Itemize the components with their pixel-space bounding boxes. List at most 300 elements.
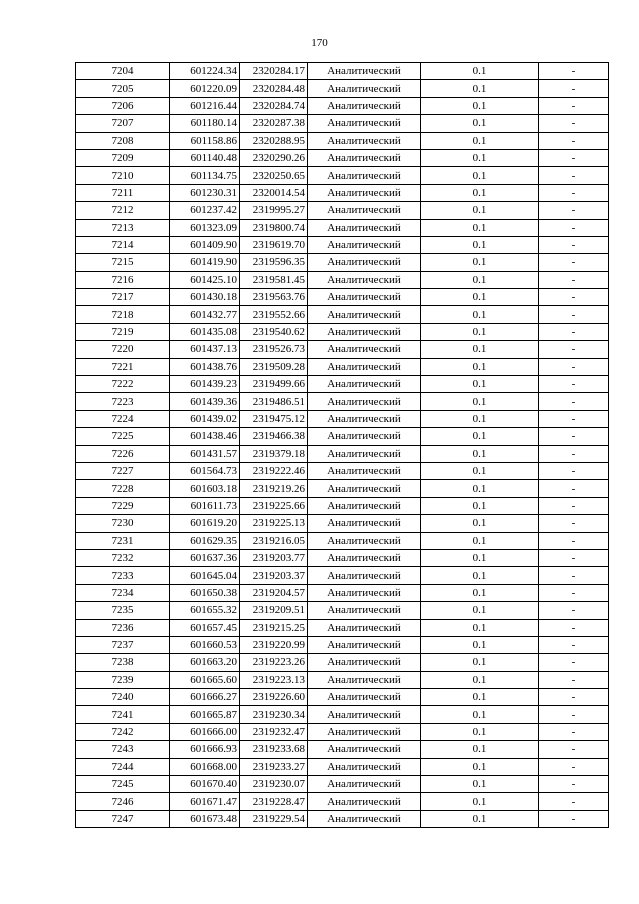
note-cell: -	[539, 410, 609, 427]
note-cell: -	[539, 219, 609, 236]
y-coordinate-cell: 2320288.95	[240, 132, 308, 149]
note-cell: -	[539, 462, 609, 479]
note-cell: -	[539, 480, 609, 497]
method-cell: Аналитический	[308, 636, 421, 653]
accuracy-cell: 0.1	[421, 689, 539, 706]
method-cell: Аналитический	[308, 619, 421, 636]
note-cell: -	[539, 254, 609, 271]
y-coordinate-cell: 2319203.77	[240, 549, 308, 566]
y-coordinate-cell: 2319466.38	[240, 428, 308, 445]
note-cell: -	[539, 515, 609, 532]
note-cell: -	[539, 497, 609, 514]
x-coordinate-cell: 601629.35	[170, 532, 240, 549]
point-number-cell: 7242	[76, 723, 170, 740]
table-row	[76, 706, 609, 723]
accuracy-cell: 0.1	[421, 532, 539, 549]
y-coordinate-cell: 2319619.70	[240, 236, 308, 253]
y-coordinate-cell: 2319509.28	[240, 358, 308, 375]
y-coordinate-cell: 2320284.48	[240, 80, 308, 97]
note-cell: -	[539, 445, 609, 462]
accuracy-cell: 0.1	[421, 706, 539, 723]
point-number-cell: 7233	[76, 567, 170, 584]
accuracy-cell: 0.1	[421, 810, 539, 827]
note-cell: -	[539, 567, 609, 584]
method-cell: Аналитический	[308, 410, 421, 427]
table-row	[76, 636, 609, 653]
y-coordinate-cell: 2320284.17	[240, 63, 308, 80]
x-coordinate-cell: 601637.36	[170, 549, 240, 566]
point-number-cell: 7209	[76, 149, 170, 166]
y-coordinate-cell: 2319486.51	[240, 393, 308, 410]
note-cell: -	[539, 115, 609, 132]
method-cell: Аналитический	[308, 428, 421, 445]
note-cell: -	[539, 271, 609, 288]
x-coordinate-cell: 601655.32	[170, 602, 240, 619]
point-number-cell: 7244	[76, 758, 170, 775]
point-number-cell: 7230	[76, 515, 170, 532]
y-coordinate-cell: 2319540.62	[240, 323, 308, 340]
note-cell: -	[539, 358, 609, 375]
accuracy-cell: 0.1	[421, 654, 539, 671]
method-cell: Аналитический	[308, 549, 421, 566]
x-coordinate-cell: 601650.38	[170, 584, 240, 601]
point-number-cell: 7210	[76, 167, 170, 184]
accuracy-cell: 0.1	[421, 289, 539, 306]
accuracy-cell: 0.1	[421, 115, 539, 132]
table-row	[76, 619, 609, 636]
y-coordinate-cell: 2319223.13	[240, 671, 308, 688]
method-cell: Аналитический	[308, 323, 421, 340]
point-number-cell: 7212	[76, 202, 170, 219]
table-row	[76, 480, 609, 497]
point-number-cell: 7246	[76, 793, 170, 810]
table-row	[76, 271, 609, 288]
accuracy-cell: 0.1	[421, 410, 539, 427]
note-cell: -	[539, 393, 609, 410]
y-coordinate-cell: 2319230.34	[240, 706, 308, 723]
x-coordinate-cell: 601663.20	[170, 654, 240, 671]
point-number-cell: 7217	[76, 289, 170, 306]
y-coordinate-cell: 2319225.13	[240, 515, 308, 532]
table-row	[76, 393, 609, 410]
table-row	[76, 793, 609, 810]
accuracy-cell: 0.1	[421, 549, 539, 566]
point-number-cell: 7204	[76, 63, 170, 80]
point-number-cell: 7226	[76, 445, 170, 462]
accuracy-cell: 0.1	[421, 341, 539, 358]
accuracy-cell: 0.1	[421, 497, 539, 514]
note-cell: -	[539, 776, 609, 793]
note-cell: -	[539, 602, 609, 619]
table-row	[76, 810, 609, 827]
note-cell: -	[539, 376, 609, 393]
method-cell: Аналитический	[308, 271, 421, 288]
x-coordinate-cell: 601645.04	[170, 567, 240, 584]
accuracy-cell: 0.1	[421, 97, 539, 114]
accuracy-cell: 0.1	[421, 671, 539, 688]
method-cell: Аналитический	[308, 80, 421, 97]
method-cell: Аналитический	[308, 202, 421, 219]
point-number-cell: 7240	[76, 689, 170, 706]
x-coordinate-cell: 601439.36	[170, 393, 240, 410]
point-number-cell: 7222	[76, 376, 170, 393]
note-cell: -	[539, 671, 609, 688]
method-cell: Аналитический	[308, 654, 421, 671]
y-coordinate-cell: 2319216.05	[240, 532, 308, 549]
accuracy-cell: 0.1	[421, 271, 539, 288]
note-cell: -	[539, 706, 609, 723]
x-coordinate-cell: 601673.48	[170, 810, 240, 827]
table-row	[76, 654, 609, 671]
point-number-cell: 7223	[76, 393, 170, 410]
point-number-cell: 7207	[76, 115, 170, 132]
y-coordinate-cell: 2319232.47	[240, 723, 308, 740]
method-cell: Аналитический	[308, 132, 421, 149]
point-number-cell: 7237	[76, 636, 170, 653]
note-cell: -	[539, 584, 609, 601]
accuracy-cell: 0.1	[421, 80, 539, 97]
accuracy-cell: 0.1	[421, 793, 539, 810]
x-coordinate-cell: 601670.40	[170, 776, 240, 793]
x-coordinate-cell: 601668.00	[170, 758, 240, 775]
x-coordinate-cell: 601666.00	[170, 723, 240, 740]
table-row	[76, 132, 609, 149]
y-coordinate-cell: 2319223.26	[240, 654, 308, 671]
x-coordinate-cell: 601432.77	[170, 306, 240, 323]
point-number-cell: 7243	[76, 741, 170, 758]
y-coordinate-cell: 2319596.35	[240, 254, 308, 271]
point-number-cell: 7236	[76, 619, 170, 636]
method-cell: Аналитический	[308, 462, 421, 479]
x-coordinate-cell: 601431.57	[170, 445, 240, 462]
table-row	[76, 149, 609, 166]
table-row	[76, 184, 609, 201]
accuracy-cell: 0.1	[421, 445, 539, 462]
note-cell: -	[539, 793, 609, 810]
note-cell: -	[539, 184, 609, 201]
y-coordinate-cell: 2319379.18	[240, 445, 308, 462]
y-coordinate-cell: 2319581.45	[240, 271, 308, 288]
x-coordinate-cell: 601439.02	[170, 410, 240, 427]
accuracy-cell: 0.1	[421, 202, 539, 219]
accuracy-cell: 0.1	[421, 254, 539, 271]
coordinates-table	[75, 62, 609, 828]
table-row	[76, 549, 609, 566]
point-number-cell: 7229	[76, 497, 170, 514]
point-number-cell: 7238	[76, 654, 170, 671]
note-cell: -	[539, 97, 609, 114]
point-number-cell: 7245	[76, 776, 170, 793]
point-number-cell: 7225	[76, 428, 170, 445]
note-cell: -	[539, 306, 609, 323]
point-number-cell: 7221	[76, 358, 170, 375]
y-coordinate-cell: 2319226.60	[240, 689, 308, 706]
x-coordinate-cell: 601409.90	[170, 236, 240, 253]
method-cell: Аналитический	[308, 97, 421, 114]
point-number-cell: 7239	[76, 671, 170, 688]
accuracy-cell: 0.1	[421, 306, 539, 323]
accuracy-cell: 0.1	[421, 741, 539, 758]
table-row	[76, 376, 609, 393]
method-cell: Аналитический	[308, 758, 421, 775]
accuracy-cell: 0.1	[421, 323, 539, 340]
note-cell: -	[539, 323, 609, 340]
y-coordinate-cell: 2319563.76	[240, 289, 308, 306]
method-cell: Аналитический	[308, 723, 421, 740]
method-cell: Аналитический	[308, 63, 421, 80]
note-cell: -	[539, 636, 609, 653]
table-row	[76, 584, 609, 601]
accuracy-cell: 0.1	[421, 723, 539, 740]
x-coordinate-cell: 601438.76	[170, 358, 240, 375]
accuracy-cell: 0.1	[421, 758, 539, 775]
table-row	[76, 236, 609, 253]
table-row	[76, 80, 609, 97]
method-cell: Аналитический	[308, 254, 421, 271]
x-coordinate-cell: 601619.20	[170, 515, 240, 532]
table-row	[76, 689, 609, 706]
point-number-cell: 7215	[76, 254, 170, 271]
point-number-cell: 7211	[76, 184, 170, 201]
x-coordinate-cell: 601438.46	[170, 428, 240, 445]
note-cell: -	[539, 167, 609, 184]
point-number-cell: 7224	[76, 410, 170, 427]
table-row	[76, 410, 609, 427]
x-coordinate-cell: 601660.53	[170, 636, 240, 653]
method-cell: Аналитический	[308, 167, 421, 184]
point-number-cell: 7218	[76, 306, 170, 323]
x-coordinate-cell: 601237.42	[170, 202, 240, 219]
method-cell: Аналитический	[308, 810, 421, 827]
x-coordinate-cell: 601611.73	[170, 497, 240, 514]
x-coordinate-cell: 601220.09	[170, 80, 240, 97]
method-cell: Аналитический	[308, 706, 421, 723]
method-cell: Аналитический	[308, 689, 421, 706]
y-coordinate-cell: 2319220.99	[240, 636, 308, 653]
method-cell: Аналитический	[308, 376, 421, 393]
point-number-cell: 7232	[76, 549, 170, 566]
x-coordinate-cell: 601666.27	[170, 689, 240, 706]
method-cell: Аналитический	[308, 289, 421, 306]
x-coordinate-cell: 601603.18	[170, 480, 240, 497]
point-number-cell: 7214	[76, 236, 170, 253]
accuracy-cell: 0.1	[421, 776, 539, 793]
y-coordinate-cell: 2319203.37	[240, 567, 308, 584]
accuracy-cell: 0.1	[421, 602, 539, 619]
method-cell: Аналитический	[308, 115, 421, 132]
note-cell: -	[539, 758, 609, 775]
method-cell: Аналитический	[308, 393, 421, 410]
note-cell: -	[539, 723, 609, 740]
y-coordinate-cell: 2319204.57	[240, 584, 308, 601]
y-coordinate-cell: 2320250.65	[240, 167, 308, 184]
accuracy-cell: 0.1	[421, 584, 539, 601]
note-cell: -	[539, 236, 609, 253]
x-coordinate-cell: 601665.87	[170, 706, 240, 723]
x-coordinate-cell: 601140.48	[170, 149, 240, 166]
y-coordinate-cell: 2320287.38	[240, 115, 308, 132]
note-cell: -	[539, 741, 609, 758]
note-cell: -	[539, 63, 609, 80]
method-cell: Аналитический	[308, 149, 421, 166]
accuracy-cell: 0.1	[421, 219, 539, 236]
y-coordinate-cell: 2319209.51	[240, 602, 308, 619]
table-row	[76, 202, 609, 219]
point-number-cell: 7231	[76, 532, 170, 549]
note-cell: -	[539, 80, 609, 97]
point-number-cell: 7219	[76, 323, 170, 340]
accuracy-cell: 0.1	[421, 184, 539, 201]
point-number-cell: 7206	[76, 97, 170, 114]
x-coordinate-cell: 601180.14	[170, 115, 240, 132]
method-cell: Аналитический	[308, 567, 421, 584]
table-row	[76, 289, 609, 306]
y-coordinate-cell: 2319800.74	[240, 219, 308, 236]
x-coordinate-cell: 601435.08	[170, 323, 240, 340]
table-row	[76, 445, 609, 462]
point-number-cell: 7216	[76, 271, 170, 288]
x-coordinate-cell: 601564.73	[170, 462, 240, 479]
y-coordinate-cell: 2319228.47	[240, 793, 308, 810]
note-cell: -	[539, 132, 609, 149]
x-coordinate-cell: 601323.09	[170, 219, 240, 236]
method-cell: Аналитический	[308, 184, 421, 201]
table-row	[76, 167, 609, 184]
y-coordinate-cell: 2320284.74	[240, 97, 308, 114]
x-coordinate-cell: 601230.31	[170, 184, 240, 201]
x-coordinate-cell: 601425.10	[170, 271, 240, 288]
y-coordinate-cell: 2319215.25	[240, 619, 308, 636]
point-number-cell: 7228	[76, 480, 170, 497]
x-coordinate-cell: 601430.18	[170, 289, 240, 306]
x-coordinate-cell: 601419.90	[170, 254, 240, 271]
point-number-cell: 7234	[76, 584, 170, 601]
y-coordinate-cell: 2319233.27	[240, 758, 308, 775]
method-cell: Аналитический	[308, 741, 421, 758]
method-cell: Аналитический	[308, 584, 421, 601]
note-cell: -	[539, 289, 609, 306]
method-cell: Аналитический	[308, 497, 421, 514]
accuracy-cell: 0.1	[421, 636, 539, 653]
note-cell: -	[539, 532, 609, 549]
accuracy-cell: 0.1	[421, 236, 539, 253]
method-cell: Аналитический	[308, 532, 421, 549]
table-row	[76, 219, 609, 236]
table-row	[76, 63, 609, 80]
table-row	[76, 323, 609, 340]
table-row	[76, 723, 609, 740]
table-row	[76, 428, 609, 445]
accuracy-cell: 0.1	[421, 462, 539, 479]
x-coordinate-cell: 601657.45	[170, 619, 240, 636]
method-cell: Аналитический	[308, 776, 421, 793]
accuracy-cell: 0.1	[421, 132, 539, 149]
accuracy-cell: 0.1	[421, 567, 539, 584]
method-cell: Аналитический	[308, 341, 421, 358]
page-number: 170	[311, 37, 328, 49]
y-coordinate-cell: 2319499.66	[240, 376, 308, 393]
table-row	[76, 758, 609, 775]
table-body	[76, 63, 609, 828]
method-cell: Аналитический	[308, 219, 421, 236]
y-coordinate-cell: 2319552.66	[240, 306, 308, 323]
y-coordinate-cell: 2319230.07	[240, 776, 308, 793]
note-cell: -	[539, 428, 609, 445]
method-cell: Аналитический	[308, 515, 421, 532]
table-row	[76, 515, 609, 532]
note-cell: -	[539, 810, 609, 827]
table-row	[76, 776, 609, 793]
y-coordinate-cell: 2319233.68	[240, 741, 308, 758]
table-row	[76, 254, 609, 271]
table-row	[76, 671, 609, 688]
accuracy-cell: 0.1	[421, 428, 539, 445]
point-number-cell: 7247	[76, 810, 170, 827]
y-coordinate-cell: 2319995.27	[240, 202, 308, 219]
table-row	[76, 741, 609, 758]
accuracy-cell: 0.1	[421, 63, 539, 80]
x-coordinate-cell: 601671.47	[170, 793, 240, 810]
accuracy-cell: 0.1	[421, 358, 539, 375]
method-cell: Аналитический	[308, 236, 421, 253]
x-coordinate-cell: 601665.60	[170, 671, 240, 688]
point-number-cell: 7208	[76, 132, 170, 149]
method-cell: Аналитический	[308, 445, 421, 462]
method-cell: Аналитический	[308, 306, 421, 323]
point-number-cell: 7241	[76, 706, 170, 723]
accuracy-cell: 0.1	[421, 619, 539, 636]
method-cell: Аналитический	[308, 480, 421, 497]
table-row	[76, 462, 609, 479]
x-coordinate-cell: 601216.44	[170, 97, 240, 114]
method-cell: Аналитический	[308, 671, 421, 688]
table-row	[76, 341, 609, 358]
x-coordinate-cell: 601134.75	[170, 167, 240, 184]
point-number-cell: 7213	[76, 219, 170, 236]
accuracy-cell: 0.1	[421, 376, 539, 393]
x-coordinate-cell: 601158.86	[170, 132, 240, 149]
point-number-cell: 7205	[76, 80, 170, 97]
table-row	[76, 497, 609, 514]
note-cell: -	[539, 549, 609, 566]
table-row	[76, 306, 609, 323]
accuracy-cell: 0.1	[421, 515, 539, 532]
accuracy-cell: 0.1	[421, 393, 539, 410]
y-coordinate-cell: 2319475.12	[240, 410, 308, 427]
note-cell: -	[539, 619, 609, 636]
accuracy-cell: 0.1	[421, 149, 539, 166]
table-row	[76, 115, 609, 132]
note-cell: -	[539, 149, 609, 166]
note-cell: -	[539, 654, 609, 671]
x-coordinate-cell: 601666.93	[170, 741, 240, 758]
table-row	[76, 358, 609, 375]
table-row	[76, 602, 609, 619]
table-row	[76, 532, 609, 549]
point-number-cell: 7220	[76, 341, 170, 358]
y-coordinate-cell: 2319526.73	[240, 341, 308, 358]
method-cell: Аналитический	[308, 602, 421, 619]
note-cell: -	[539, 689, 609, 706]
note-cell: -	[539, 341, 609, 358]
note-cell: -	[539, 202, 609, 219]
x-coordinate-cell: 601439.23	[170, 376, 240, 393]
method-cell: Аналитический	[308, 793, 421, 810]
accuracy-cell: 0.1	[421, 480, 539, 497]
y-coordinate-cell: 2319225.66	[240, 497, 308, 514]
table-row	[76, 567, 609, 584]
y-coordinate-cell: 2320290.26	[240, 149, 308, 166]
